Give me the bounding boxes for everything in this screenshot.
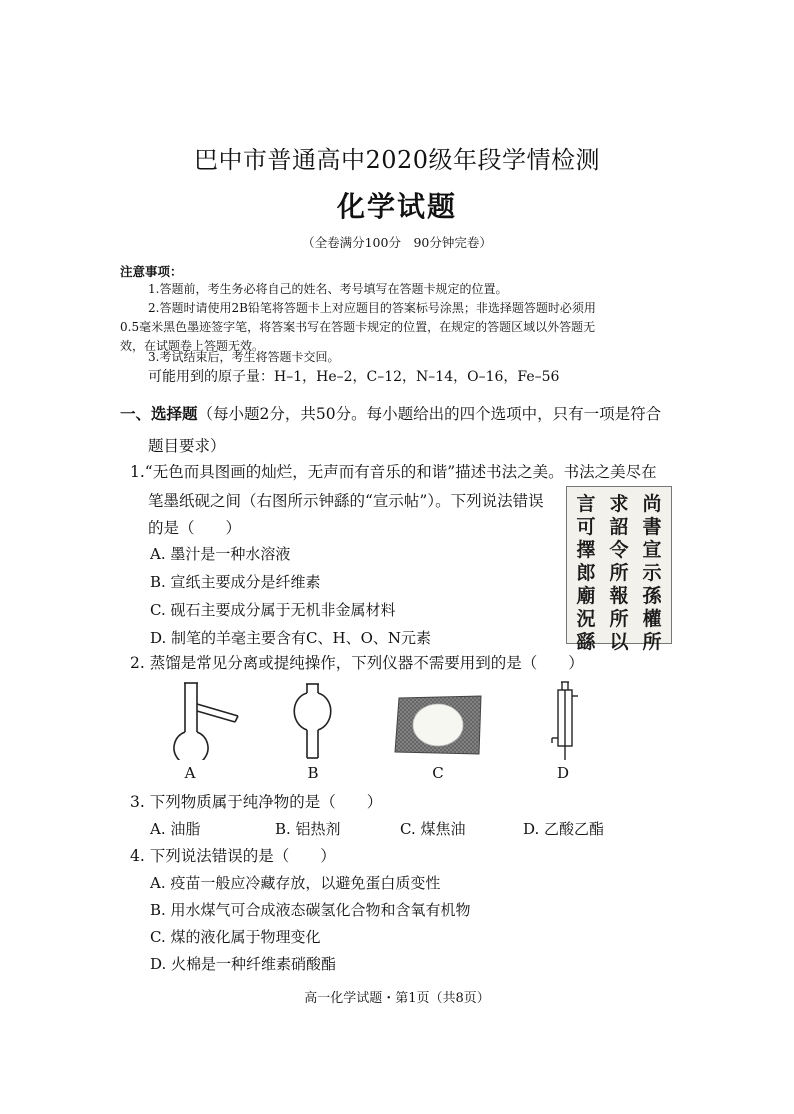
subject-title: 化学试题 [336,190,457,223]
atomic-masses: 可能用到的原子量：H–1，He–2，C–12，N–14，O–16，Fe–56 [148,369,560,385]
q3-option-d: D. 乙酸乙酯 [523,820,605,838]
section-desc-line-2: 题目要求） [148,437,226,455]
apparatus-label-d: D [556,764,570,782]
q2-stem: 2. 蒸馏是常见分离或提纯操作，下列仪器不需要用到的是（ ） [130,654,584,672]
q4-option-d: D. 火棉是一种纤维素硝酸酯 [150,955,337,973]
notice-item-2-line-1: 2.答题时请使用2B铅笔将答题卡上对应题目的答案标号涂黑；非选择题答题时必须用 [148,301,596,315]
q1-line-1: 1.“无色而具图画的灿烂，无声而有音乐的和谐”描述书法之美。书法之美尽在 [130,463,657,481]
exam-info: （全卷满分100分 90分钟完卷） [302,235,492,250]
exam-title: 巴中市普通高中2020级年段学情检测 [193,146,601,174]
page-footer: 高一化学试题・第1页（共8页） [304,991,490,1006]
notice-item-2-line-2: 0.5毫米黑色墨迹签字笔，将答案书写在答题卡规定的位置，在规定的答题区域以外答题无 [120,320,596,334]
q3-option-c: C. 煤焦油 [400,820,466,838]
q1-option-a: A. 墨汁是一种水溶液 [150,545,291,563]
apparatus-label-b: B [307,764,319,782]
q1-line-2: 笔墨纸砚之间（右图所示钟繇的“宣示帖”）。下列说法错误 [148,492,544,510]
apparatus-label-a: A [184,764,196,782]
notice-heading: 注意事项： [120,264,183,279]
q1-option-d: D. 制笔的羊毫主要含有C、H、O、N元素 [150,629,432,647]
condenser-icon [549,680,581,764]
apparatus-label-c: C [432,764,444,782]
q4-option-b: B. 用水煤气可合成液态碳氢化合物和含氧有机物 [150,901,471,919]
distillation-flask-icon [168,680,243,760]
notice-item-2-line-3: 效，在试题卷上答题无效。 [120,339,265,353]
q4-option-c: C. 煤的液化属于物理变化 [150,928,321,946]
q3-option-a: A. 油脂 [150,820,201,838]
q3-stem: 3. 下列物质属于纯净物的是（ ） [130,793,383,811]
q1-option-b: B. 宣纸主要成分是纤维素 [150,573,321,591]
calligraphy-column-2: 求 詔 令 所 報 所 以 [609,493,629,653]
q3-option-b: B. 铝热剂 [275,820,341,838]
q4-stem: 4. 下列说法错误的是（ ） [130,847,336,865]
notice-item-3: 3.考试结束后，考生将答题卡交回。 [148,350,340,364]
asbestos-gauze-icon [393,694,485,756]
calligraphy-column-1: 尚 書 宣 示 孫 權 所 [642,493,662,653]
section-desc-line-1: （每小题2分，共50分。每小题给出的四个选项中，只有一项是符合 [197,405,662,423]
calligraphy-column-3: 言 可 擇 郎 廟 況 繇 [576,493,596,653]
section-label: 一、选择题 [120,405,198,423]
q1-option-c: C. 砚石主要成分属于无机非金属材料 [150,601,396,619]
section-heading [120,398,680,430]
notice-item-1: 1.答题前，考生务必将自己的姓名、考号填写在答题卡规定的位置。 [148,282,508,296]
q4-option-a: A. 疫苗一般应冷藏存放，以避免蛋白质变性 [150,874,441,892]
calligraphy-image [566,486,672,653]
q1-line-3: 的是（ ） [148,519,242,537]
separatory-funnel-icon [290,682,336,762]
